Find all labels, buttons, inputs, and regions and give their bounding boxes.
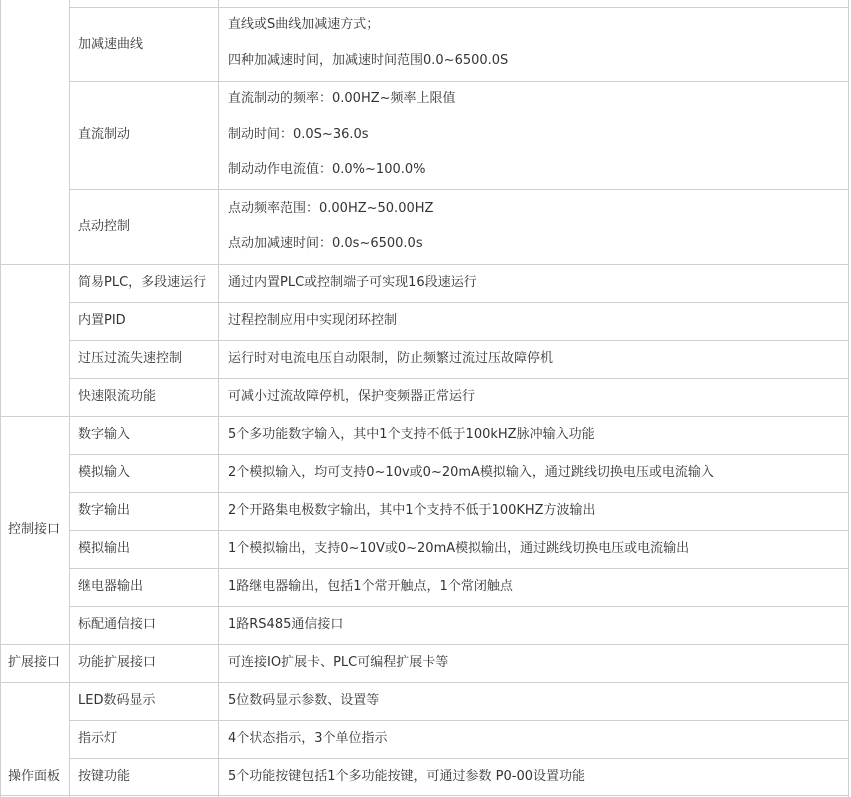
feature-label: 继电器输出 [78,579,144,594]
row-line [69,7,849,8]
desc-line: 5个多功能数字输入，其中1个支持不低于100kHZ脉冲输入功能 [228,427,595,442]
desc-line: 1路RS485通信接口 [228,617,344,632]
row-line [0,795,849,796]
row-line [69,492,849,493]
desc-line: 直流制动的频率：0.00HZ~频率上限值 [228,91,456,106]
border-right [848,0,849,797]
row-line [0,416,849,417]
desc-line: 5位数码显示参数、设置等 [228,693,380,708]
feature-label: 快速限流功能 [78,389,157,404]
row-line [0,644,849,645]
row-line [0,264,849,265]
category-label: 扩展接口 [8,655,61,670]
border-col2 [218,0,219,797]
feature-label: 简易PLC，多段速运行 [78,275,207,290]
feature-label: 数字输出 [78,503,131,518]
feature-label: 加减速曲线 [78,37,144,52]
feature-label: 按键功能 [78,769,131,784]
row-line [69,530,849,531]
category-label: 操作面板 [8,769,61,784]
desc-line: 制动时间：0.0S~36.0s [228,127,369,142]
desc-line: 过程控制应用中实现闭环控制 [228,313,398,328]
row-line [69,606,849,607]
feature-label: LED数码显示 [78,693,156,708]
row-line [0,682,849,683]
desc-line: 四种加减速时间，加减速时间范围0.0~6500.0S [228,53,509,68]
feature-label: 功能扩展接口 [78,655,157,670]
feature-label: 标配通信接口 [78,617,157,632]
border-left [0,0,1,797]
feature-label: 模拟输入 [78,465,131,480]
desc-line: 2个模拟输入，均可支持0~10v或0~20mA模拟输入，通过跳线切换电压或电流输入 [228,465,714,480]
feature-label: 指示灯 [78,731,118,746]
border-col1 [69,0,70,797]
feature-label: 点动控制 [78,219,131,234]
desc-line: 可减小过流故障停机，保护变频器正常运行 [228,389,476,404]
desc-line: 2个开路集电极数字输出，其中1个支持不低于100KHZ方波输出 [228,503,596,518]
row-line [69,302,849,303]
feature-label: 内置PID [78,313,126,328]
row-line [69,454,849,455]
row-line [69,720,849,721]
row-line [69,340,849,341]
desc-line: 点动频率范围：0.00HZ~50.00HZ [228,201,434,216]
desc-line: 1路继电器输出，包括1个常开触点，1个常闭触点 [228,579,513,594]
desc-line: 点动加减速时间：0.0s~6500.0s [228,236,423,251]
desc-line: 制动动作电流值：0.0%~100.0% [228,162,426,177]
category-label: 控制接口 [8,522,61,537]
feature-label: 过压过流失速控制 [78,351,183,366]
row-line [69,758,849,759]
feature-label: 模拟输出 [78,541,131,556]
row-line [69,189,849,190]
feature-label: 直流制动 [78,127,131,142]
desc-line: 5个功能按键包括1个多功能按键，可通过参数 P0-00设置功能 [228,769,586,784]
desc-line: 4个状态指示，3个单位指示 [228,731,388,746]
desc-line: 1个模拟输出，支持0~10V或0~20mA模拟输出，通过跳线切换电压或电流输出 [228,541,690,556]
row-line [69,568,849,569]
row-line [69,378,849,379]
desc-line: 直线或S曲线加减速方式； [228,17,380,32]
row-line [69,81,849,82]
feature-label: 数字输入 [78,427,131,442]
desc-line: 运行时对电流电压自动限制，防止频繁过流过压故障停机 [228,351,554,366]
desc-line: 通过内置PLC或控制端子可实现16段速运行 [228,275,477,290]
desc-line: 可连接IO扩展卡、PLC可编程扩展卡等 [228,655,449,670]
